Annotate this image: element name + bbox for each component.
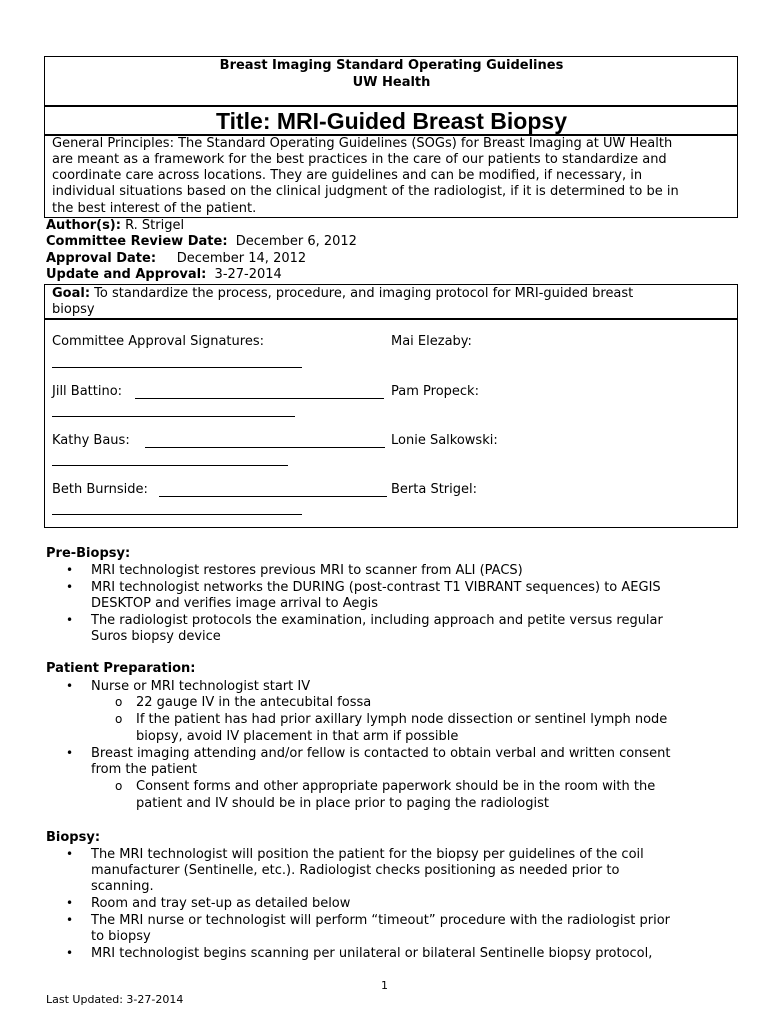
bullet-icon: • [66,847,74,861]
list-item: The MRI nurse or technologist will perform “timeout” procedure with the radiologist prior [91,913,671,928]
list-item: scanning. [91,879,154,894]
authors-value: R. Strigel [125,218,185,233]
review-date-row [46,234,357,250]
list-item: DESKTOP and verifies image arrival to Aegis [91,596,379,611]
list-item: patient and IV should be in place prior to paging the radiologist [136,796,549,811]
signer-name: Beth Burnside: [52,482,148,497]
update-label: Update and Approval: [46,267,207,282]
update-value: 3-27-2014 [214,267,282,282]
committee-signatures-label: Committee Approval Signatures: [52,334,264,349]
bullet-icon: • [66,746,74,760]
signature-line[interactable] [145,435,385,448]
signer-name: Lonie Salkowski: [391,433,498,448]
signature-line[interactable] [52,502,302,515]
principles-line: are meant as a framework for the best practices in the care of our patients to standardize and [52,152,667,167]
bullet-icon: • [66,913,74,927]
section-heading-biopsy: Biopsy: [46,830,101,845]
signer-name: Berta Strigel: [391,482,478,497]
goal-text: To standardize the process, procedure, and imaging protocol for MRI-guided breast [94,286,634,301]
page-title: Title: MRI-Guided Breast Biopsy [215,108,567,134]
section-heading-patient-prep: Patient Preparation: [46,661,196,676]
signature-line[interactable] [159,484,387,497]
page-number: 1 [381,979,388,992]
bullet-icon: • [66,679,74,693]
review-date-label: Committee Review Date: [46,234,228,249]
list-item: Suros biopsy device [91,629,221,644]
org-name: UW Health [352,75,431,90]
signer-name: Kathy Baus: [52,433,130,448]
list-item: The radiologist protocols the examination, including approach and petite versus regular [91,613,663,628]
list-item: from the patient [91,762,198,777]
section-heading-pre-biopsy: Pre-Biopsy: [46,546,131,561]
principles-line: the best interest of the patient. [52,201,257,216]
bullet-icon: • [66,580,74,594]
list-item: The MRI technologist will position the patient for the biopsy per guidelines of the coil [91,847,644,862]
sub-bullet-icon: o [115,712,123,726]
signature-line[interactable] [52,453,288,466]
goal-line [52,286,633,302]
approval-date-label: Approval Date: [46,251,157,266]
sub-bullet-icon: o [115,695,123,709]
goal-line-2: biopsy [52,302,95,317]
list-item: biopsy, avoid IV placement in that arm if possible [136,729,459,744]
org-title: Breast Imaging Standard Operating Guidelines [219,58,564,73]
bullet-icon: • [66,613,74,627]
list-item: Consent forms and other appropriate paperwork should be in the room with the [136,779,656,794]
signer-name: Mai Elezaby: [391,334,472,349]
list-item: MRI technologist begins scanning per unilateral or bilateral Sentinelle biopsy protocol, [91,946,653,961]
list-item: to biopsy [91,929,151,944]
principles-line: General Principles: The Standard Operating Guidelines (SOGs) for Breast Imaging at UW Health [52,136,673,151]
signature-line[interactable] [135,386,384,399]
list-item: MRI technologist restores previous MRI to scanner from ALI (PACS) [91,563,523,578]
authors-row [46,218,184,234]
update-row [46,267,282,283]
sub-bullet-icon: o [115,779,123,793]
goal-label: Goal: [52,286,91,301]
bullet-icon: • [66,896,74,910]
list-item: 22 gauge IV in the antecubital fossa [136,695,372,710]
list-item: Room and tray set-up as detailed below [91,896,351,911]
list-item: Nurse or MRI technologist start IV [91,679,311,694]
approval-date-row [46,251,306,267]
last-updated: Last Updated: 3-27-2014 [46,993,184,1006]
bullet-icon: • [66,563,74,577]
principles-line: individual situations based on the clinical judgment of the radiologist, if it is determined to be in [52,184,679,199]
approval-date-value: December 14, 2012 [176,251,307,266]
signature-line[interactable] [52,404,295,417]
signer-name: Jill Battino: [52,384,123,399]
list-item: Breast imaging attending and/or fellow is contacted to obtain verbal and written consent [91,746,671,761]
signer-name: Pam Propeck: [391,384,479,399]
bullet-icon: • [66,946,74,960]
list-item: manufacturer (Sentinelle, etc.). Radiologist checks positioning as needed prior to [91,863,620,878]
signature-line [52,355,302,368]
review-date-value: December 6, 2012 [235,234,357,249]
principles-line: coordinate care across locations. They are guidelines and can be modified, if necessary, in [52,168,643,183]
list-item: If the patient has had prior axillary lymph node dissection or sentinel lymph node [136,712,668,727]
list-item: MRI technologist networks the DURING (post-contrast T1 VIBRANT sequences) to AEGIS [91,580,661,595]
authors-label: Author(s): [46,218,121,233]
